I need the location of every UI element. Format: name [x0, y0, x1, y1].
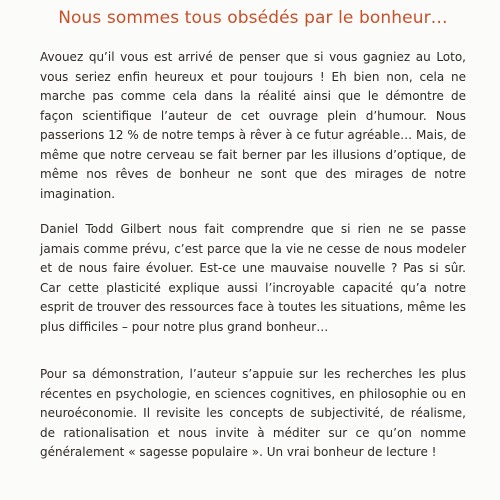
paragraph-intro: Avouez qu’il vous est arrivé de penser que si vous gagniez au Loto, vous seriez enfin heureux et pour toujours ! Eh bien non, cela ne marche pas comme cela dans la réalité ainsi que le démontre de façon scientifique l’auteur de cet ouvrage plein d’humour. Nous passerions 12 % de notre temps à rêver à ce futur agréable… Mais, de même que notre cerveau se fait berner par les illusions d’optique, de même nos rêves de bonheur ne sont que des mirages de notre imagination. — [40, 50, 466, 201]
paragraph-author: Daniel Todd Gilbert nous fait comprendre que si rien ne se passe jamais comme prévu, c’est parce que la vie ne cesse de nous modeler et de nous faire évoluer. Est-ce une mauvaise nouvelle ? Pas si sûr. Car cette plasticité explique aussi l’incroyable capacité qu’a notre esprit de trouver des ressources face à toutes les situations, même les plus difficiles – pour notre plus grand bonheur… — [40, 222, 466, 334]
headline: Nous sommes tous obsédés par le bonheur… — [58, 8, 448, 28]
paragraph-method: Pour sa démonstration, l’auteur s’appuie sur les recherches les plus récentes en psychologie, en sciences cognitives, en philosophie ou en neuroéconomie. Il revisite les concepts de subjectivité, de réalisme, de rationalisation et nous invite à méditer sur ce qu’on nomme généralement « sagesse populaire ». Un vrai bonheur de lecture ! — [40, 367, 466, 459]
blurb-text — [40, 48, 466, 463]
